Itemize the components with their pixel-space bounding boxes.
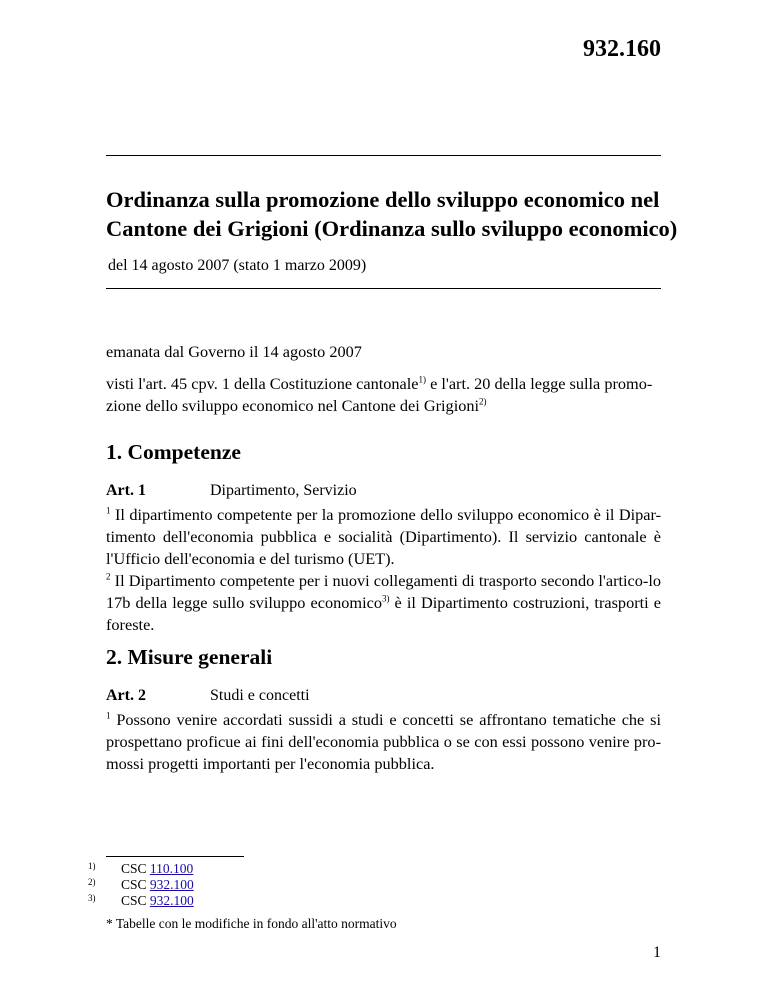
article-title: Studi e concetti — [210, 687, 310, 704]
preamble-visti: visti l'art. 45 cpv. 1 della Costituzione cantonale$^{1)}$ e l'art. 20 della legge sulla promo- zione dello sviluppo economico nel Cantone dei Grigioni$^{2)}$ — [106, 374, 653, 415]
paragraph-mark: 1 — [106, 710, 111, 721]
article-number: Art. 1 — [106, 482, 146, 499]
document-code: 932.160 — [583, 36, 661, 62]
article-number: Art. 2 — [106, 687, 146, 704]
footnote-ref-2[interactable]: 2) — [479, 396, 487, 407]
paragraph-mark: 1 — [106, 505, 111, 516]
header-rule — [106, 155, 661, 156]
section-heading-competenze: 1. Competenze — [106, 440, 241, 464]
paragraph-mark: 2 — [106, 571, 111, 582]
footnote-3: 3) CSC 932.100 — [88, 893, 194, 908]
issued-line: emanata dal Governo il 14 agosto 2007 — [106, 342, 362, 361]
footnote-ref-1[interactable]: 1) — [418, 374, 426, 385]
title-rule — [106, 288, 661, 289]
document-title — [106, 185, 686, 243]
footnote-ref-3[interactable]: 3) — [381, 593, 390, 604]
footnote-rule — [106, 856, 244, 857]
footnote-2-link[interactable]: 932.100 — [149, 877, 194, 892]
article-1-paragraph-1: $^1$ Il dipartimento competente per la promozione dello sviluppo economico è il Dipar-timento dell'economia pubblica e socialità (Dipartimento). Il servizio cantonale è l'Ufficio dell'economia e del turismo (UET). — [106, 505, 661, 568]
footnote-1-link[interactable]: 110.100 — [149, 861, 194, 876]
article-1-paragraph-2: $^2$ Il Dipartimento competente per i nuovi collegamenti di trasporto secondo l'artico-lo 17b della legge sullo sviluppo economico$^{3)}$ è il Dipartimento costruzioni, trasporti e foreste. — [106, 571, 662, 634]
footnote-3-link[interactable]: 932.100 — [149, 893, 194, 908]
footnote-2: 2) CSC 932.100 — [88, 877, 194, 892]
article-2-paragraph-1: $^1$ Possono venire accordati sussidi a studi e concetti se affrontano tematiche che si prospettano proficue ai fini dell'economia pubblica o se con essi possono venire pro-mossi progetti importanti per l'economia pubblica. — [106, 710, 661, 773]
date-line: del 14 agosto 2007 (stato 1 marzo 2009) — [108, 257, 367, 274]
footnote-1: 1) CSC 110.100 — [88, 861, 194, 876]
article-2-header — [106, 687, 310, 705]
title-line-1: Ordinanza sulla promozione dello sviluppo economico nel — [106, 187, 660, 212]
article-title: Dipartimento, Servizio — [210, 482, 357, 499]
amendments-note: * Tabelle con le modifiche in fondo all'atto normativo — [106, 916, 397, 931]
section-heading-misure-generali: 2. Misure generali — [106, 645, 273, 669]
title-line-2: Cantone dei Grigioni (Ordinanza sullo sviluppo economico) — [106, 216, 678, 241]
page-number: 1 — [653, 944, 661, 961]
article-1-header — [106, 482, 357, 500]
